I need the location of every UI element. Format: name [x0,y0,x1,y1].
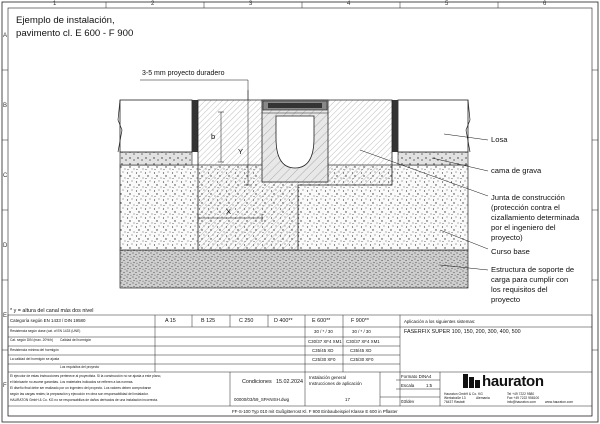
grid-row-a: A [3,33,8,39]
disclaimer-4: según las cargas reales; la preparación y ejecución en obra son responsabilidad del instalador. [10,392,149,396]
finish-note: 3-5 mm proyecto duradero [142,70,225,77]
format-label: Formato DIN [401,374,427,379]
callout-support-1: Estructura de soporte de [491,265,575,274]
drawing-title-line2: pavimento cl. E 600 - F 900 [16,28,134,39]
bottom-line: FF-S-100 Typ 010 mit Gußgitterrost Kl. F 900 Einbaubeispiel Klasse E 600 in Pflaster [232,409,398,414]
disclaimer-2: el fabricante no asume garantías. Los materiales indicados se refieren a las normas. [10,380,134,384]
callout-joint-3: cizallamiento determinada [491,213,580,222]
callout-joint-4: por el ingeniero del [491,223,556,232]
class-c250: C 250 [239,318,254,324]
company-name: hauraton [482,373,544,390]
address-2: Werkstraße 13 [444,396,466,400]
scale-label: Escala [401,383,415,388]
row-left-4: La calidad del hormigón se ajusta [10,357,60,361]
gravel-bed-left [120,152,192,165]
scale-value: 1:5 [426,383,433,388]
slab-left [120,100,192,152]
callout-base: Curso base [491,247,530,256]
grid-col-5: 5 [445,1,449,7]
contact-3: info@hauraton.com [507,400,536,404]
callout-support-3: los requisitos del [491,285,548,294]
class-d400: D 400** [274,318,293,324]
concrete-e-2: C35/45 XD [312,348,334,353]
title-date: 15.02.2024 [276,379,303,385]
sheet-number: 17 [345,397,350,402]
callout-joint-2: (protección contra el [491,203,560,212]
support-structure [120,250,468,288]
callout-gravel: cama de grava [491,166,542,175]
grid-col-1: 1 [53,1,57,7]
row2-f900: 30 / * / 30 [352,329,371,334]
grid-col-3: 3 [249,1,253,7]
disclaimer-5: HAURATON GmbH & Co. KG no se responsabiliza de daños derivados de una instalación incorrecta. [10,398,158,402]
class-f900: F 900** [351,318,369,324]
drawing-title-line1: Ejemplo de instalación, [16,15,115,26]
grid-row-d: D [3,243,8,249]
callout-joint-5: proyecto) [491,233,523,242]
table-row2-label: Resistencia según clase (cat. of EN 1433 (UNE) [10,329,81,333]
gravel-bed-right [398,152,468,165]
doc-title-1: Instalación general [309,375,346,380]
table-row1-label: Categoría según EN 1433 / DIN 19580 [10,318,86,323]
concrete-e-1: C30/37 XF4 XM1 [308,339,342,344]
slab-right [398,100,468,152]
disclaimer-1: El ejecutor de estas instrucciones pertenece al proyectista. Si la construcción no se ajusta a este plano, [10,374,162,378]
address-4: Alemania [476,396,490,400]
grid-row-c: C [3,173,8,179]
callout-support-4: proyecto [491,295,521,304]
doc-number: 00000/03/59_SPANISH.dwg [234,397,290,402]
address-3: 76437 Rastatt [444,400,465,404]
contact-2: Fax +49 7222 958100 [507,396,540,400]
dim-x-label: X [226,207,232,216]
callout-support-2: carga para cumplir con [491,275,569,284]
row-left-2: Calidad del hormigón [60,338,92,342]
grid-row-f: F [3,383,7,389]
concrete-f-1: C30/37 XF4 XM1 [346,339,380,344]
grid-row-e: E [3,313,8,319]
class-e600: E 600** [312,318,331,324]
req-title: Aplicación a los siguientes sistemas: [404,319,476,324]
dim-b-label: b [211,132,216,141]
doc-title-2: Instrucciones de aplicación [309,381,362,386]
callout-slab: Losa [491,135,508,144]
contact-1: Tel +49 7222 9580 [507,392,535,396]
class-b125: B 125 [201,318,216,324]
class-a15: A 15 [165,318,176,324]
grid-col-2: 2 [151,1,155,7]
address-1: Hauraton GmbH & Co. KG [444,392,483,396]
grid-col-4: 4 [347,1,351,7]
edition: 03/dev [401,399,415,404]
conditions-label: Condiciones [242,379,272,385]
row-left-5: Los requisitos del proyecto [60,365,100,369]
grid-col-6: 6 [543,1,547,7]
concrete-e-3: C25/30 XF0 [312,357,336,362]
channel-cavity [276,116,314,168]
grid-row-b: B [3,103,8,109]
footnote: * y = altura del canal más dos nivel [10,308,94,314]
disclaimer-3: El diseño final debe ser realizado por un ingeniero del proyecto. Los valores deben comprobarse [10,386,152,390]
format-value: A4 [426,374,432,379]
callout-joint-1: Junta de construcción [491,193,565,202]
system-list: FASERFIX SUPER 100, 150, 200, 300, 400, 500 [404,329,521,335]
row2-e600: 30 / * / 30 [314,329,333,334]
concrete-f-3: C25/30 XF0 [350,357,374,362]
dim-y-label: Y [238,147,244,156]
row-left-3: Resistencia mínima del hormigón [10,348,59,352]
contact-4: www.hauraton.com [545,400,574,404]
concrete-f-2: C35/45 XD [350,348,372,353]
row-left-1: Cat. según DIN (max. 20%/h) [10,338,54,342]
company-logo [463,372,575,390]
